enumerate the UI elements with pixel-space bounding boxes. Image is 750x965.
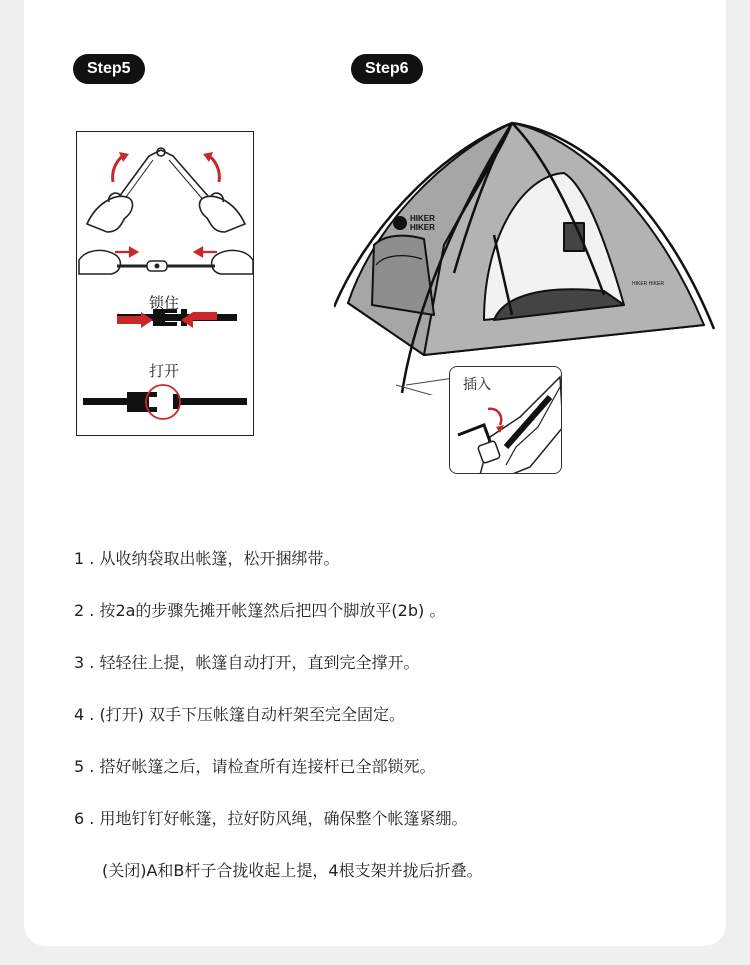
instruction-item: 1 . 从收纳袋取出帐篷，松开捆绑带。 [74, 549, 340, 568]
instruction-note: (关闭)A和B杆子合拢收起上提，4根支架并拢后折叠。 [102, 861, 483, 880]
step5-badge: Step5 [73, 54, 145, 84]
instruction-item: 6 . 用地钉钉好帐篷，拉好防风绳，确保整个帐篷紧绷。 [74, 809, 468, 828]
lift-arrows [113, 156, 220, 182]
insert-label: 插入 [463, 377, 491, 393]
instruction-item: 5 . 搭好帐篷之后，请检查所有连接杆已全部锁死。 [74, 757, 436, 776]
svg-text:HIKER HIKER: HIKER HIKER [632, 281, 664, 287]
step5-figure [76, 131, 254, 436]
open-connector [83, 392, 247, 412]
instruction-item: 3 . 轻轻往上提，帐篷自动打开，直到完全撑开。 [74, 653, 420, 672]
lock-label: 锁住 [149, 294, 180, 312]
step5-illustration [77, 132, 255, 437]
pull-hands-drawing [79, 250, 253, 274]
pole-hinge-drawing [87, 148, 245, 232]
tent-illustration [334, 115, 719, 395]
open-label: 打开 [149, 362, 180, 380]
svg-text:HIKER: HIKER [410, 223, 435, 232]
step6-badge: Step6 [351, 54, 423, 84]
svg-text:HIKER: HIKER [410, 214, 435, 223]
push-arrows [115, 248, 217, 256]
instruction-item: 2 . 按2a的步骤先摊开帐篷然后把四个脚放平(2b) 。 [74, 601, 446, 620]
instruction-item: 4 . (打开) 双手下压帐篷自动杆架至完全固定。 [74, 705, 406, 724]
